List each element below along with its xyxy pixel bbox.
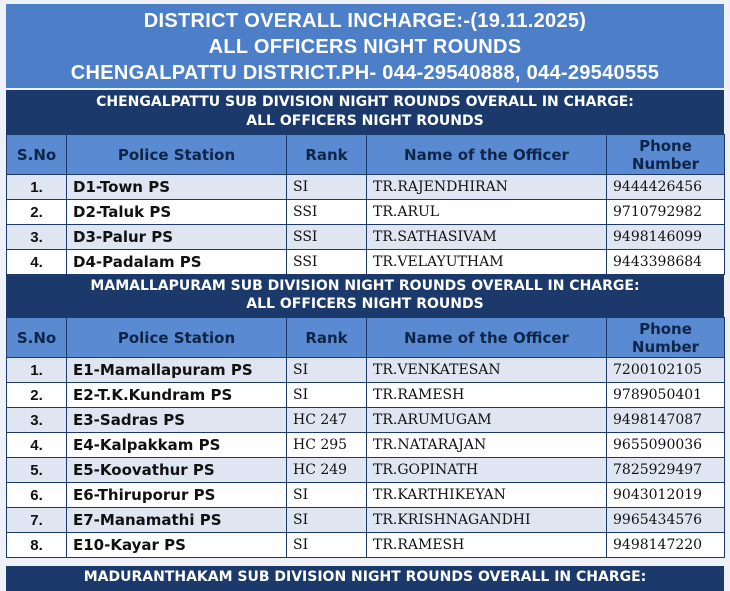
section-title: CHENGALPATTU SUB DIVISION NIGHT ROUNDS OVERALL IN CHARGE: xyxy=(96,94,634,110)
section-header-maduranthakam xyxy=(6,566,724,591)
officer-table-mamallapuram xyxy=(6,317,725,558)
sno-cell: 1. xyxy=(7,358,67,383)
section-subtitle: ALL OFFICERS NIGHT ROUNDS xyxy=(246,113,484,129)
table-row xyxy=(7,250,725,275)
officer-name-cell: TR.ARUL xyxy=(367,200,607,225)
rank-cell: SI xyxy=(287,175,367,200)
rank-cell: SI xyxy=(287,358,367,383)
rank-cell: HC 247 xyxy=(287,408,367,433)
table-row xyxy=(7,225,725,250)
officer-name-cell: TR.RAMESH xyxy=(367,533,607,558)
rank-cell: HC 295 xyxy=(287,433,367,458)
phone-cell: 9789050401 xyxy=(607,383,725,408)
rank-cell: SI xyxy=(287,383,367,408)
table-header-row xyxy=(7,135,725,175)
officer-name-cell: TR.KARTHIKEYAN xyxy=(367,483,607,508)
officer-name-cell: TR.NATARAJAN xyxy=(367,433,607,458)
officer-name-cell: TR.RAJENDHIRAN xyxy=(367,175,607,200)
rank-cell: SI xyxy=(287,533,367,558)
sno-cell: 2. xyxy=(7,200,67,225)
banner-contact: CHENGALPATTU DISTRICT.PH- 044-29540888, 044-29540555 xyxy=(70,62,660,84)
officer-name-cell: TR.ARUMUGAM xyxy=(367,408,607,433)
officer-name-cell: TR.VENKATESAN xyxy=(367,358,607,383)
table-row xyxy=(7,483,725,508)
station-cell: E5-Koovathur PS xyxy=(67,458,287,483)
banner-title: DISTRICT OVERALL INCHARGE:-(19.11.2025) xyxy=(143,10,587,32)
station-cell: D4-Padalam PS xyxy=(67,250,287,275)
section-subtitle: ALL OFFICERS NIGHT ROUNDS xyxy=(246,296,484,312)
table-row xyxy=(7,458,725,483)
table-row xyxy=(7,358,725,383)
rank-cell: SSI xyxy=(287,200,367,225)
table-row xyxy=(7,200,725,225)
phone-cell: 9498147220 xyxy=(607,533,725,558)
officer-name-cell: TR.KRISHNAGANDHI xyxy=(367,508,607,533)
officer-table-chengalpattu xyxy=(6,134,725,275)
column-header-rank: Rank xyxy=(287,318,367,358)
officer-name-cell: TR.SATHASIVAM xyxy=(367,225,607,250)
officer-name-cell: TR.GOPINATH xyxy=(367,458,607,483)
table-row xyxy=(7,508,725,533)
officer-name-cell: TR.RAMESH xyxy=(367,383,607,408)
station-cell: D2-Taluk PS xyxy=(67,200,287,225)
section-title: MAMALLAPURAM SUB DIVISION NIGHT ROUNDS OVERALL IN CHARGE: xyxy=(90,278,640,294)
table-header-row xyxy=(7,318,725,358)
rank-cell: HC 249 xyxy=(287,458,367,483)
station-cell: E1-Mamallapuram PS xyxy=(67,358,287,383)
sno-cell: 1. xyxy=(7,175,67,200)
banner-subtitle: ALL OFFICERS NIGHT ROUNDS xyxy=(208,36,522,58)
table-row xyxy=(7,175,725,200)
phone-cell: 9043012019 xyxy=(607,483,725,508)
phone-cell: 7200102105 xyxy=(607,358,725,383)
station-cell: E10-Kayar PS xyxy=(67,533,287,558)
rank-cell: SI xyxy=(287,483,367,508)
phone-cell: 9444426456 xyxy=(607,175,725,200)
sno-cell: 4. xyxy=(7,433,67,458)
officer-name-cell: TR.VELAYUTHAM xyxy=(367,250,607,275)
rank-cell: SSI xyxy=(287,250,367,275)
rank-cell: SSI xyxy=(287,225,367,250)
phone-cell: 9498146099 xyxy=(607,225,725,250)
sno-cell: 8. xyxy=(7,533,67,558)
section-header-mamallapuram xyxy=(6,275,724,317)
sno-cell: 4. xyxy=(7,250,67,275)
station-cell: D3-Palur PS xyxy=(67,225,287,250)
phone-cell: 9498147087 xyxy=(607,408,725,433)
table-row xyxy=(7,408,725,433)
column-header-station: Police Station xyxy=(67,318,287,358)
rank-cell: SI xyxy=(287,508,367,533)
sno-cell: 5. xyxy=(7,458,67,483)
sno-cell: 6. xyxy=(7,483,67,508)
phone-cell: 9443398684 xyxy=(607,250,725,275)
sno-cell: 3. xyxy=(7,225,67,250)
column-header-rank: Rank xyxy=(287,135,367,175)
table-row xyxy=(7,533,725,558)
phone-cell: 9965434576 xyxy=(607,508,725,533)
district-banner xyxy=(6,4,724,88)
section-title: MADURANTHAKAM SUB DIVISION NIGHT ROUNDS OVERALL IN CHARGE: xyxy=(83,569,647,585)
sno-cell: 7. xyxy=(7,508,67,533)
station-cell: E3-Sadras PS xyxy=(67,408,287,433)
phone-cell: 9710792982 xyxy=(607,200,725,225)
table-row xyxy=(7,383,725,408)
phone-cell: 7825929497 xyxy=(607,458,725,483)
phone-cell: 9655090036 xyxy=(607,433,725,458)
column-header-name: Name of the Officer xyxy=(367,135,607,175)
column-header-phone: Phone Number xyxy=(607,135,725,175)
station-cell: E7-Manamathi PS xyxy=(67,508,287,533)
column-header-sno: S.No xyxy=(7,318,67,358)
column-header-sno: S.No xyxy=(7,135,67,175)
section-header-chengalpattu xyxy=(6,90,724,134)
column-header-name: Name of the Officer xyxy=(367,318,607,358)
sno-cell: 3. xyxy=(7,408,67,433)
table-row xyxy=(7,433,725,458)
station-cell: D1-Town PS xyxy=(67,175,287,200)
station-cell: E4-Kalpakkam PS xyxy=(67,433,287,458)
column-header-phone: Phone Number xyxy=(607,318,725,358)
sno-cell: 2. xyxy=(7,383,67,408)
station-cell: E6-Thiruporur PS xyxy=(67,483,287,508)
column-header-station: Police Station xyxy=(67,135,287,175)
station-cell: E2-T.K.Kundram PS xyxy=(67,383,287,408)
